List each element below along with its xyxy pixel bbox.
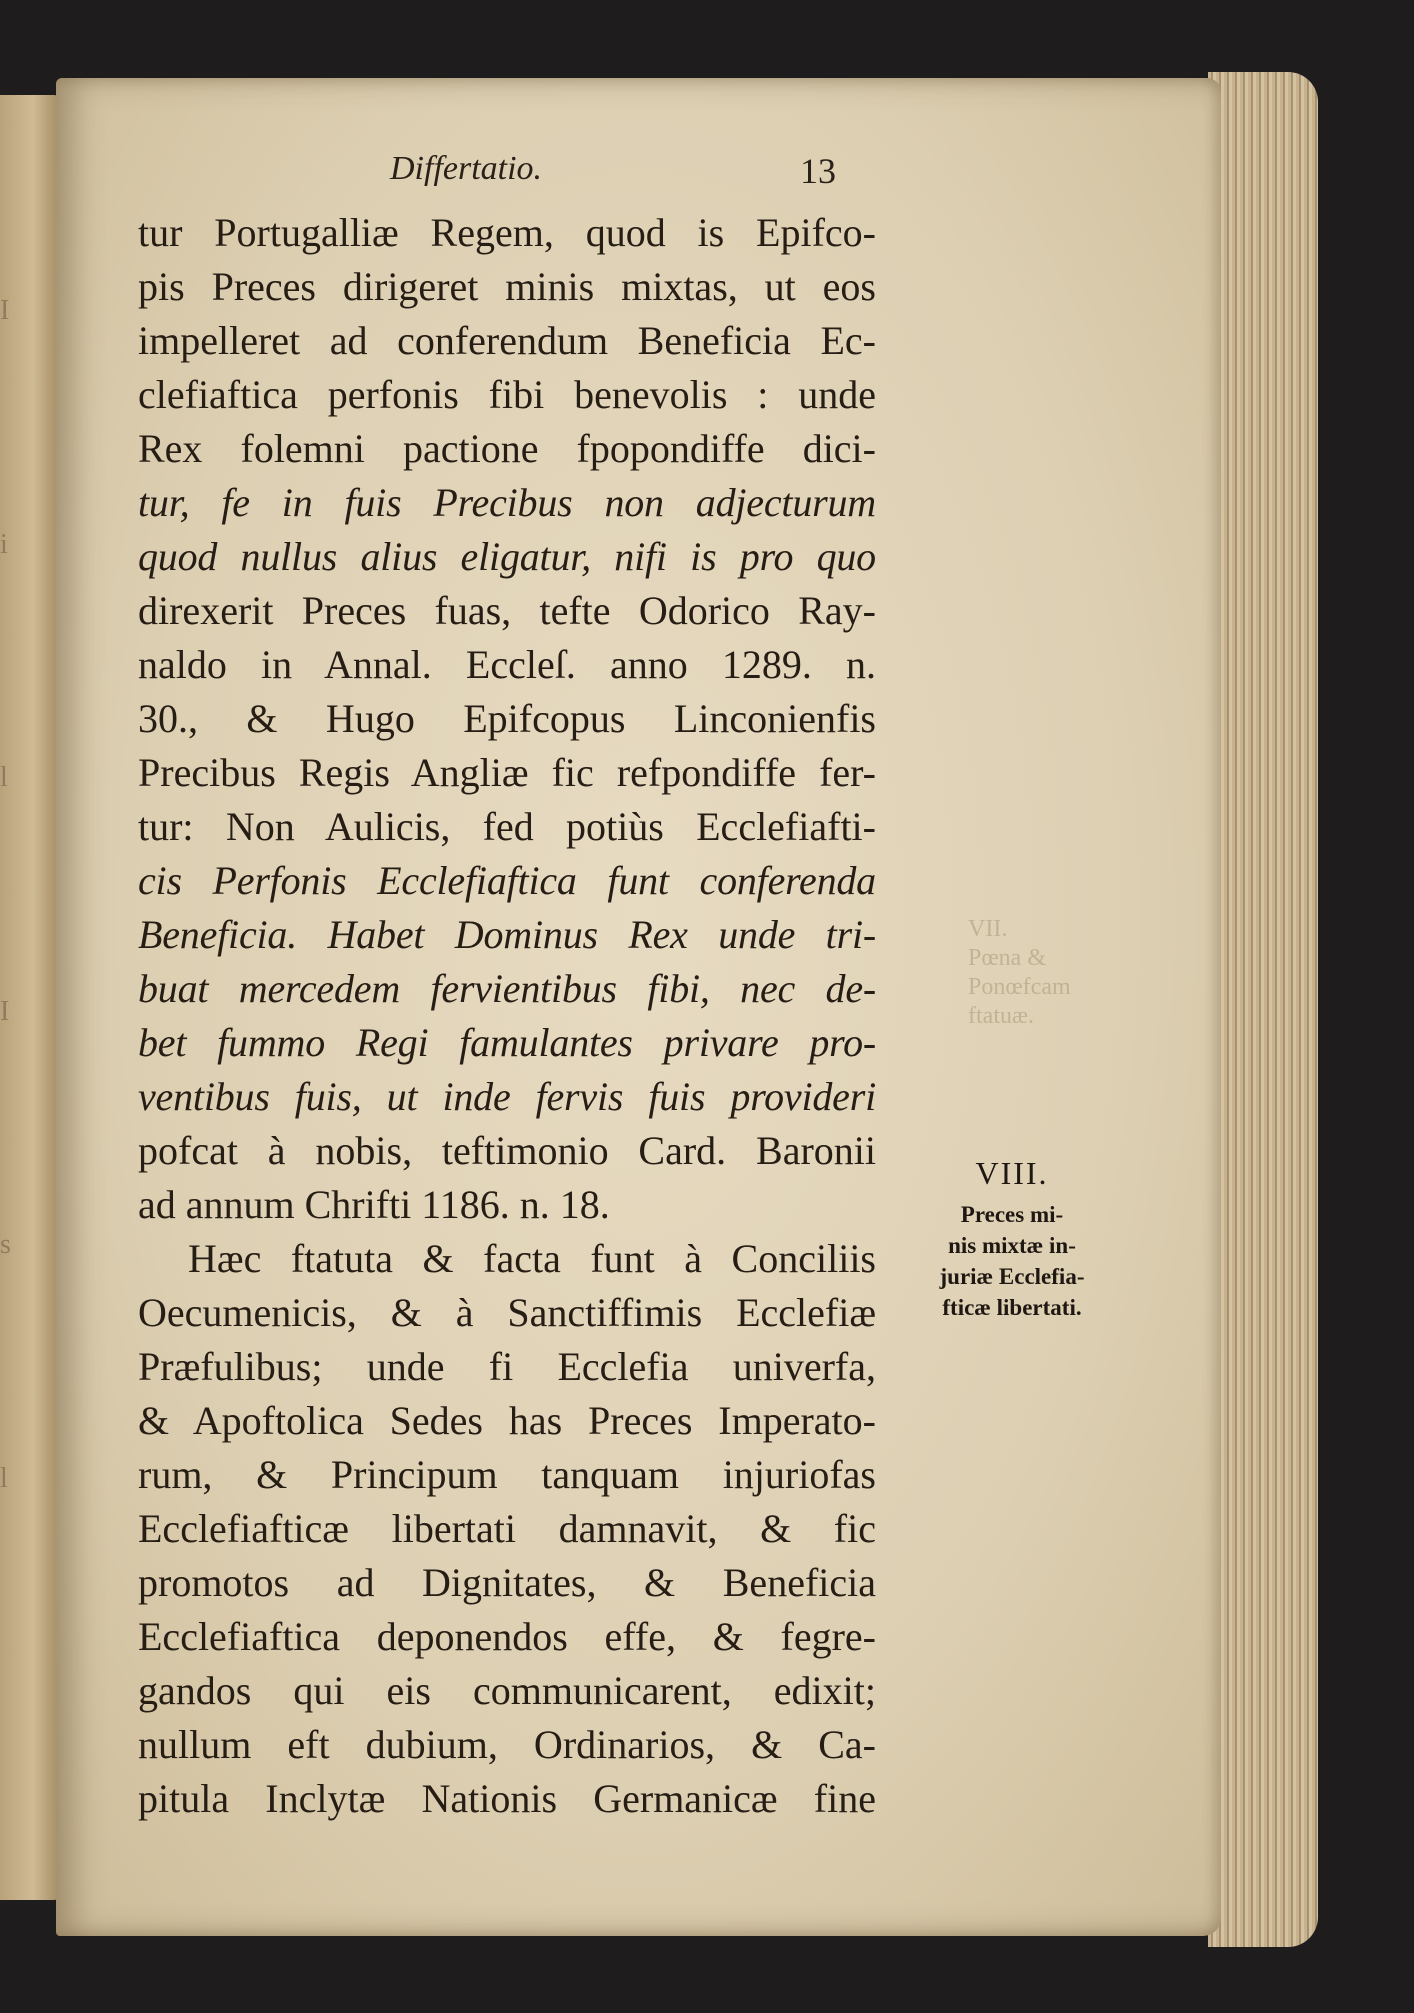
text-line: pitula Inclytæ Nationis Germanicæ fine [138, 1776, 876, 1821]
text-line: nullum eft dubium, Ordinarios, & Ca- [138, 1722, 876, 1767]
text-line: pis Preces dirigeret minis mixtas, ut eos [138, 264, 876, 309]
body-text [138, 206, 876, 1826]
margin-note-line: fticæ libertati. [942, 1295, 1082, 1320]
text-line: direxerit Preces fuas, tefte Odorico Ray- [138, 588, 876, 633]
text-line: tur, fe in fuis Precibus non adjecturum [138, 480, 876, 525]
text-line: buat mercedem fervientibus fibi, nec de- [138, 966, 876, 1011]
text-line: gandos qui eis communicarent, edixit; [138, 1668, 876, 1713]
margin-note-line: juriæ Ecclefia- [939, 1264, 1085, 1289]
text-line: Beneficia. Habet Dominus Rex unde tri- [138, 912, 876, 957]
text-line: Rex folemni pactione fpopondiffe dici- [138, 426, 876, 471]
text-line: Præfulibus; unde fi Ecclefia univerfa, [138, 1344, 876, 1389]
show-through-text: VII. Pœna & Ponœfcam ftatuæ. [968, 916, 1071, 1029]
text-line: Hæc ftatuta & facta funt à Conciliis [188, 1236, 876, 1281]
margin-note-number: VIII. [975, 1155, 1049, 1191]
margin-note-line: Preces mi- [960, 1202, 1064, 1227]
text-line: pofcat à nobis, teftimonio Card. Baronii [138, 1128, 876, 1173]
text-line: ad annum Chrifti 1186. n. 18. [138, 1182, 610, 1227]
text-line: 30., & Hugo Epifcopus Linconienfis [138, 696, 876, 741]
fore-edge-page-stack [1208, 72, 1318, 1947]
margin-note-line: nis mixtæ in- [948, 1233, 1076, 1258]
text-line: tur Portugalliæ Regem, quod is Epifco- [138, 210, 876, 255]
running-head: Differtatio. [390, 150, 543, 187]
left-page-bleed-glyphs: I i l I s l [0, 295, 11, 1494]
text-line: impelleret ad conferendum Beneficia Ec- [138, 318, 876, 363]
text-line: & Apoftolica Sedes has Preces Imperato- [138, 1398, 876, 1443]
text-line: Ecclefiafticæ libertati damnavit, & fic [138, 1506, 876, 1551]
page-number: 13 [800, 151, 836, 191]
text-line: quod nullus alius eligatur, nifi is pro quo [138, 534, 876, 579]
text-line: rum, & Principum tanquam injuriofas [138, 1452, 876, 1497]
text-line: tur: Non Aulicis, fed potiùs Ecclefiafti- [138, 804, 876, 849]
text-line: Ecclefiaftica deponendos effe, & fegre- [138, 1614, 876, 1659]
page-header [390, 150, 870, 200]
text-line: promotos ad Dignitates, & Beneficia [138, 1560, 876, 1605]
text-line: naldo in Annal. Eccleſ. anno 1289. n. [138, 642, 876, 687]
text-line: clefiaftica perfonis fibi benevolis : unde [138, 372, 876, 417]
text-line: Oecumenicis, & à Sanctiffimis Ecclefiæ [138, 1290, 876, 1335]
text-line: ventibus fuis, ut inde fervis fuis provideri [138, 1074, 876, 1119]
text-line: Precibus Regis Angliæ fic refpondiffe fer- [138, 750, 876, 795]
left-page-edge [0, 95, 60, 1900]
margin-note [922, 1155, 1102, 1323]
text-line: cis Perfonis Ecclefiaftica funt conferenda [138, 858, 876, 903]
text-line: bet fummo Regi famulantes privare pro- [138, 1020, 876, 1065]
